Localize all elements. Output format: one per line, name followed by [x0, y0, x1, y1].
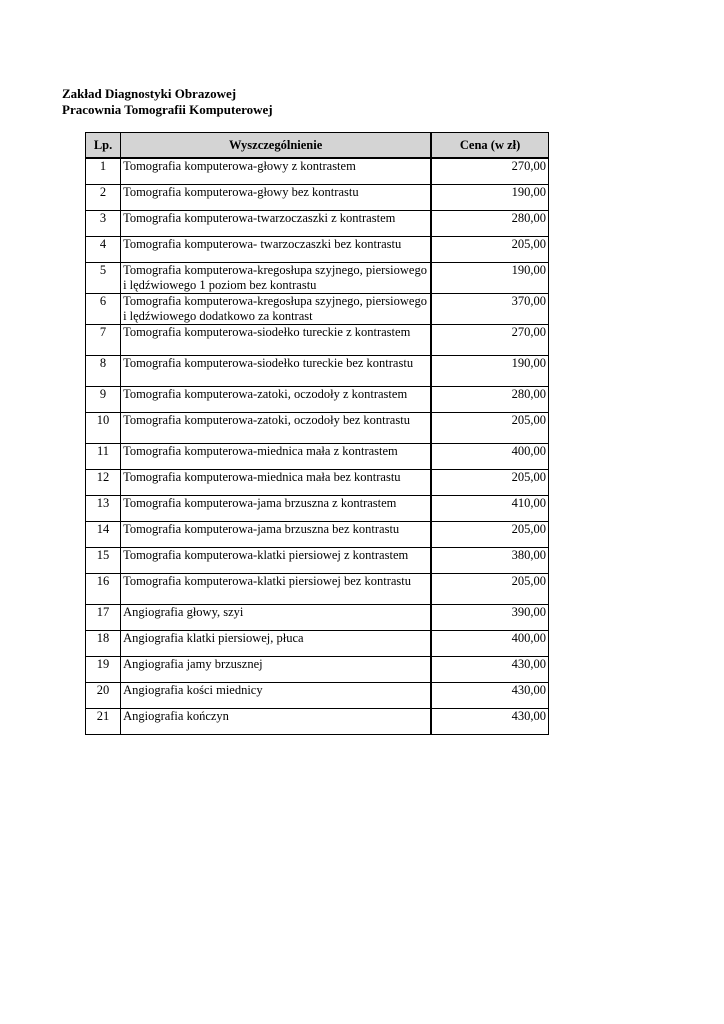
row-description: Angiografia głowy, szyi [121, 605, 432, 631]
row-number: 14 [86, 522, 121, 548]
table-row [86, 574, 549, 605]
row-description: Tomografia komputerowa-miednica mała bez kontrastu [121, 470, 432, 496]
row-description: Angiografia kości miednicy [121, 683, 432, 709]
row-price: 270,00 [431, 158, 548, 185]
table-row [86, 657, 549, 683]
table-row [86, 683, 549, 709]
row-number: 7 [86, 325, 121, 356]
row-description: Tomografia komputerowa-klatki piersiowej z kontrastem [121, 548, 432, 574]
table-row [86, 158, 549, 185]
table-row [86, 605, 549, 631]
laboratory-title: Pracownia Tomografii Komputerowej [62, 102, 273, 117]
table-row [86, 325, 549, 356]
row-description: Angiografia klatki piersiowej, płuca [121, 631, 432, 657]
row-number: 11 [86, 444, 121, 470]
row-description: Tomografia komputerowa-siodełko tureckie z kontrastem [121, 325, 432, 356]
row-number: 4 [86, 237, 121, 263]
table-row [86, 522, 549, 548]
row-price: 190,00 [431, 263, 548, 294]
row-price: 280,00 [431, 211, 548, 237]
document-header [62, 86, 273, 118]
column-header-description: Wyszczególnienie [121, 133, 432, 159]
row-number: 3 [86, 211, 121, 237]
row-price: 430,00 [431, 683, 548, 709]
row-price: 205,00 [431, 574, 548, 605]
row-description: Tomografia komputerowa-głowy bez kontrastu [121, 185, 432, 211]
row-description: Tomografia komputerowa-jama brzuszna bez kontrastu [121, 522, 432, 548]
table-row [86, 470, 549, 496]
row-number: 8 [86, 356, 121, 387]
table-row [86, 413, 549, 444]
table-row [86, 211, 549, 237]
row-description: Tomografia komputerowa-miednica mała z kontrastem [121, 444, 432, 470]
table-row [86, 185, 549, 211]
row-number: 18 [86, 631, 121, 657]
row-price: 205,00 [431, 237, 548, 263]
row-price: 390,00 [431, 605, 548, 631]
row-price: 280,00 [431, 387, 548, 413]
table-row [86, 263, 549, 294]
table-row [86, 356, 549, 387]
table-row [86, 709, 549, 735]
row-price: 400,00 [431, 631, 548, 657]
row-number: 1 [86, 158, 121, 185]
row-price: 370,00 [431, 294, 548, 325]
row-price: 430,00 [431, 709, 548, 735]
row-description: Tomografia komputerowa-zatoki, oczodoły bez kontrastu [121, 413, 432, 444]
table-row [86, 631, 549, 657]
row-number: 12 [86, 470, 121, 496]
row-description: Tomografia komputerowa-kregosłupa szyjnego, piersiowego i lędźwiowego 1 poziom bez kontrastu [121, 263, 432, 294]
row-description: Tomografia komputerowa-głowy z kontrastem [121, 158, 432, 185]
row-description: Tomografia komputerowa-kregosłupa szyjnego, piersiowego i lędźwiowego dodatkowo za kontrast [121, 294, 432, 325]
column-header-price: Cena (w zł) [431, 133, 548, 159]
row-price: 190,00 [431, 356, 548, 387]
row-number: 10 [86, 413, 121, 444]
row-number: 16 [86, 574, 121, 605]
row-price: 205,00 [431, 522, 548, 548]
table-row [86, 237, 549, 263]
row-price: 380,00 [431, 548, 548, 574]
row-price: 270,00 [431, 325, 548, 356]
table-body [86, 158, 549, 735]
table-row [86, 496, 549, 522]
row-number: 19 [86, 657, 121, 683]
column-header-lp: Lp. [86, 133, 121, 159]
row-price: 410,00 [431, 496, 548, 522]
row-price: 430,00 [431, 657, 548, 683]
department-title: Zakład Diagnostyki Obrazowej [62, 86, 237, 101]
row-description: Tomografia komputerowa-siodełko tureckie bez kontrastu [121, 356, 432, 387]
row-price: 205,00 [431, 470, 548, 496]
table-row [86, 387, 549, 413]
table-row [86, 548, 549, 574]
row-number: 20 [86, 683, 121, 709]
price-table [85, 132, 549, 735]
row-number: 17 [86, 605, 121, 631]
row-description: Tomografia komputerowa-twarzoczaszki z kontrastem [121, 211, 432, 237]
row-description: Tomografia komputerowa-zatoki, oczodoły z kontrastem [121, 387, 432, 413]
row-number: 9 [86, 387, 121, 413]
row-description: Tomografia komputerowa- twarzoczaszki bez kontrastu [121, 237, 432, 263]
row-description: Angiografia jamy brzusznej [121, 657, 432, 683]
row-price: 400,00 [431, 444, 548, 470]
row-number: 13 [86, 496, 121, 522]
row-description: Angiografia kończyn [121, 709, 432, 735]
row-description: Tomografia komputerowa-jama brzuszna z kontrastem [121, 496, 432, 522]
row-number: 21 [86, 709, 121, 735]
row-price: 190,00 [431, 185, 548, 211]
table-row [86, 294, 549, 325]
table-header-row [86, 133, 549, 159]
row-number: 6 [86, 294, 121, 325]
table-row [86, 444, 549, 470]
row-price: 205,00 [431, 413, 548, 444]
row-description: Tomografia komputerowa-klatki piersiowej bez kontrastu [121, 574, 432, 605]
row-number: 15 [86, 548, 121, 574]
row-number: 2 [86, 185, 121, 211]
row-number: 5 [86, 263, 121, 294]
